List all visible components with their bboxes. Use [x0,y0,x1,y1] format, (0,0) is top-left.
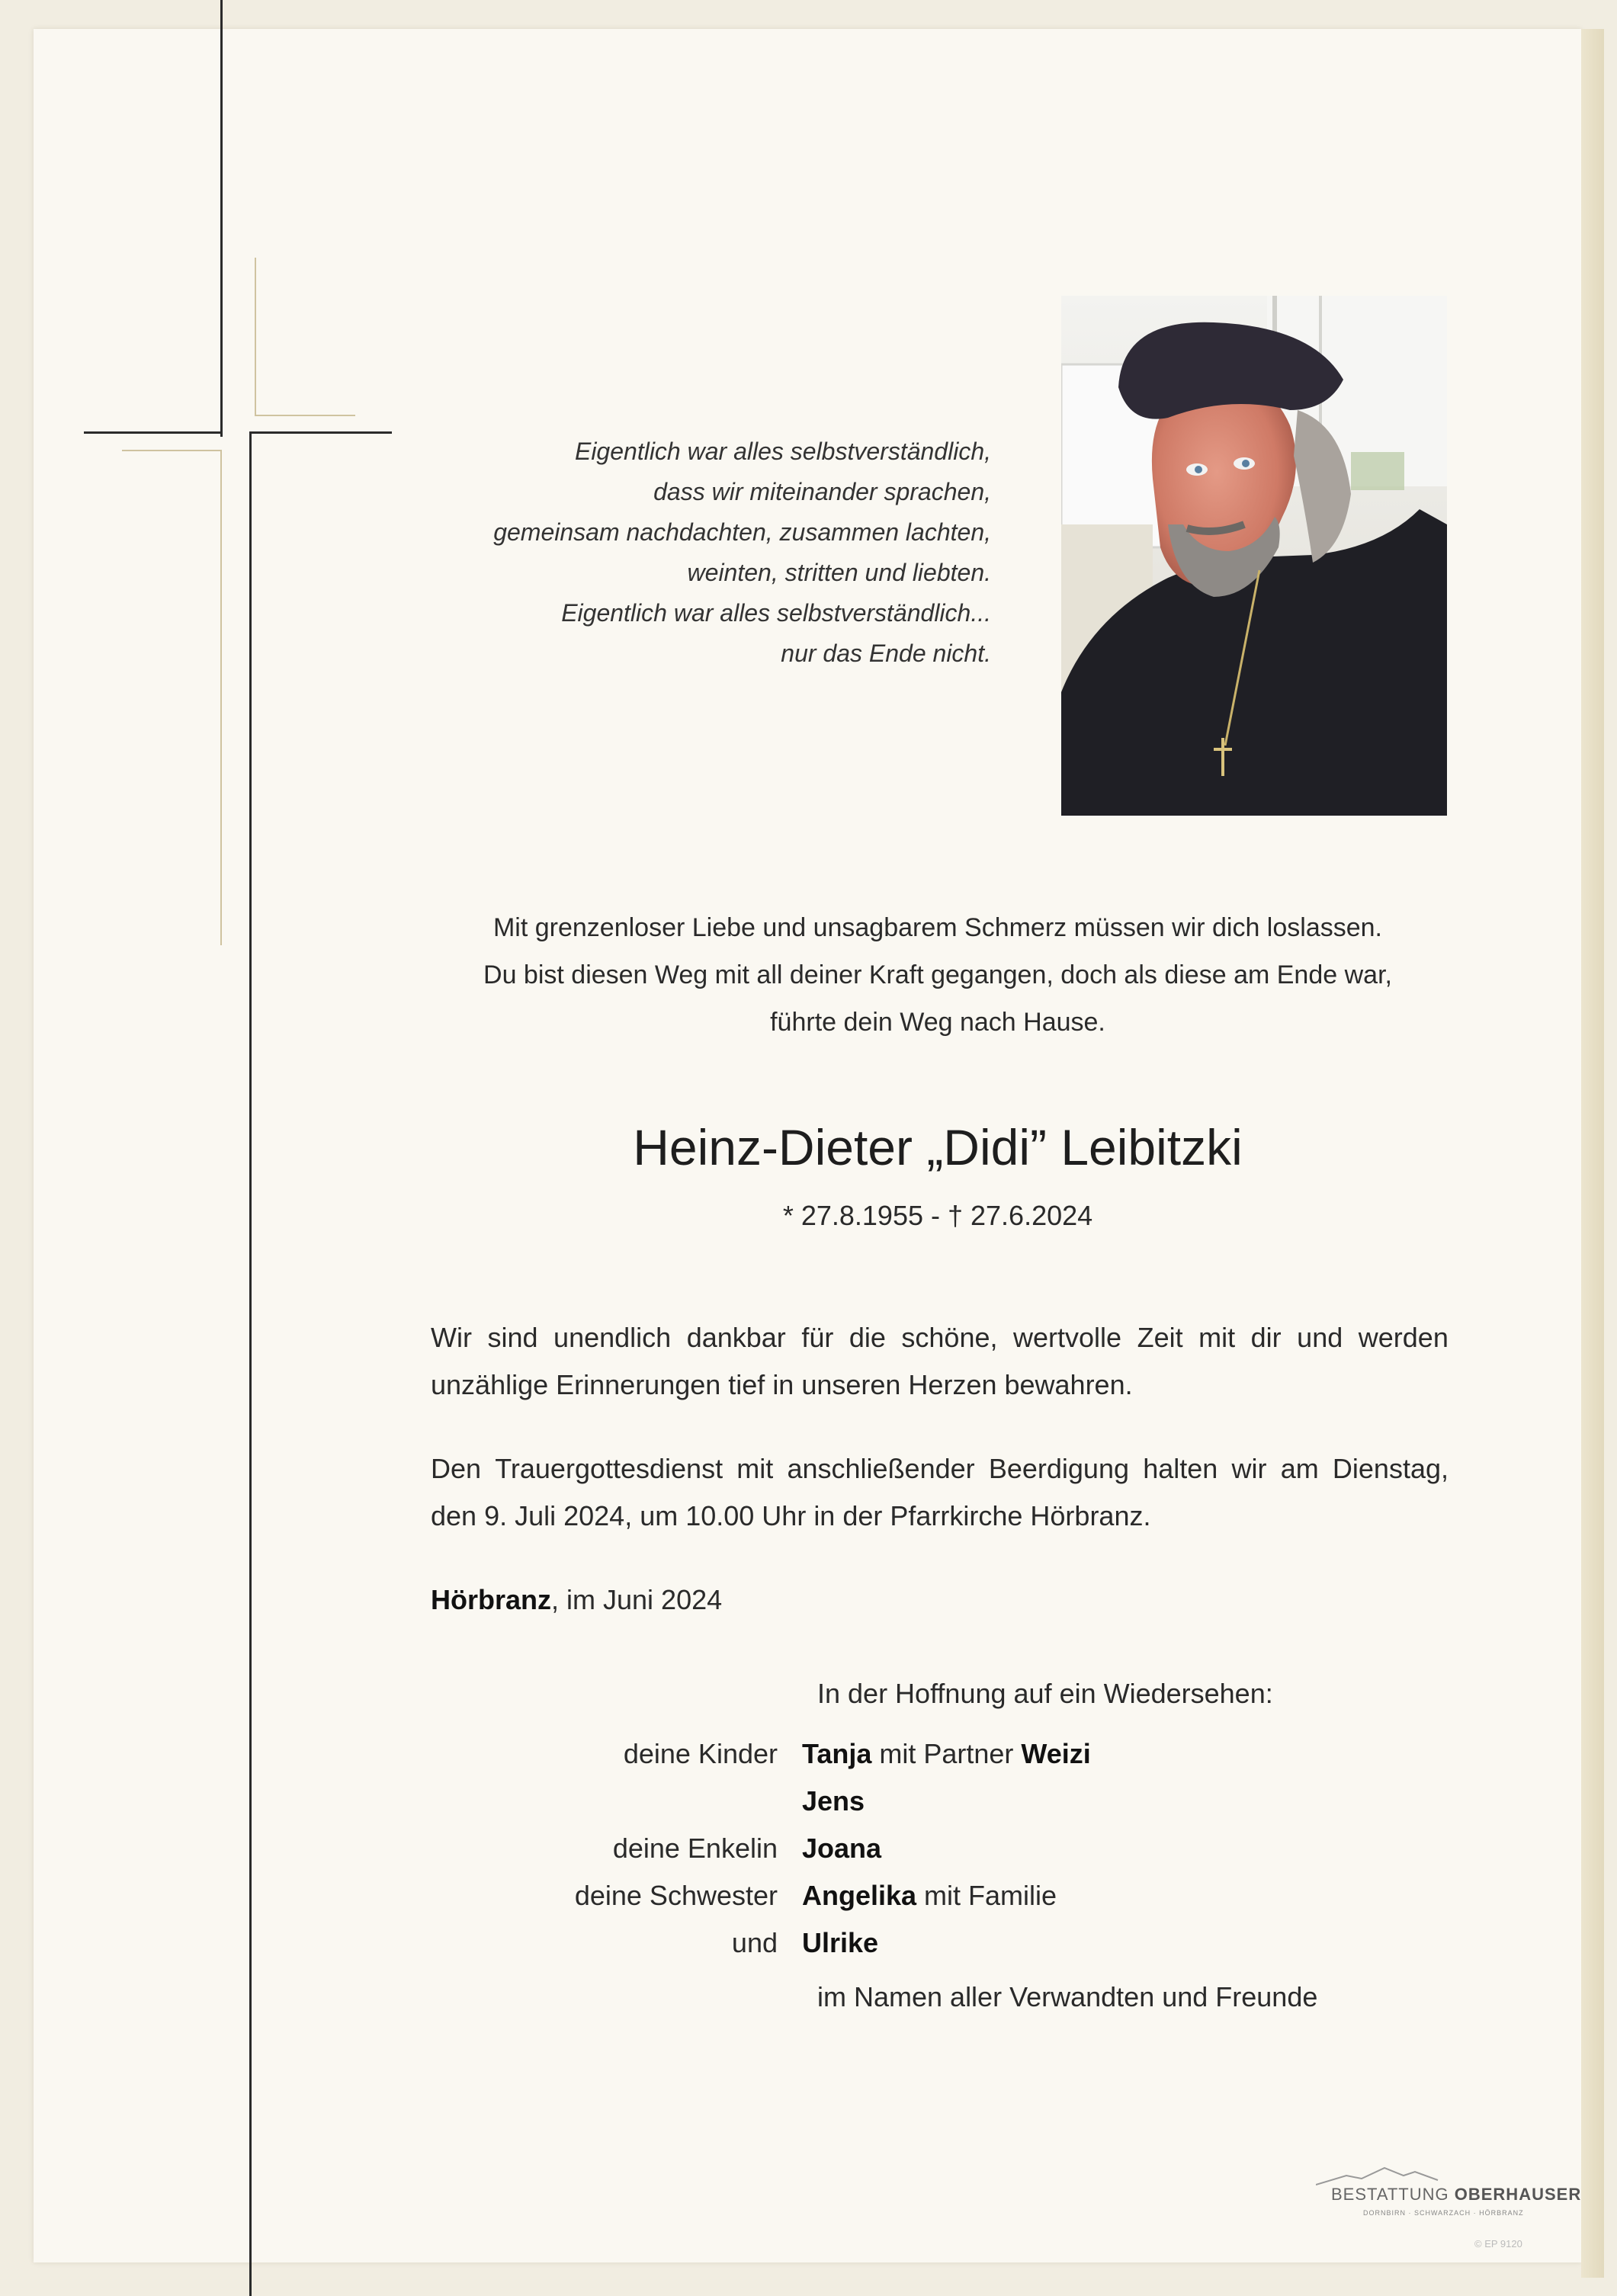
mourner-name: Weizi [1021,1738,1091,1769]
cross-line [249,431,252,2296]
service-paragraph [431,1445,1449,1540]
list-item [457,1919,1449,1967]
cross-line [220,0,223,437]
word: mit [1198,1322,1236,1353]
mourner-extra: mit Partner [871,1738,1022,1769]
intro-line: Mit grenzenloser Liebe und unsagbarem Schmerz müssen wir dich loslassen. [492,913,1382,942]
print-code: © EP 9120 [1474,2238,1522,2250]
word: Den [431,1453,482,1484]
list-item [457,1778,1449,1825]
word: wertvolle [1013,1322,1122,1353]
cross-line [255,258,256,416]
cross-line [122,450,222,451]
word: halten [1143,1453,1218,1484]
poem [427,431,991,674]
thanks-paragraph [431,1314,1449,1409]
word: Trauergottesdienst [495,1453,723,1484]
mourner-name: Ulrike [802,1927,879,1958]
word: Zeit [1137,1322,1183,1353]
service-line-1 [431,1445,1449,1493]
poem-line: Eigentlich war alles selbstverständlich... [561,599,991,627]
mourner-name: Angelika [802,1880,917,1911]
logo-text [1331,2185,1581,2205]
cross-line [220,450,222,945]
word: Beerdigung [988,1453,1129,1484]
life-dates: * 27.8.1955 - † 27.6.2024 [782,1200,1093,1231]
poem-line: gemeinsam nachdachten, zusammen lachten, [493,518,991,546]
mourner-names [793,1738,1091,1770]
mourner-names [793,1785,865,1817]
thanks-line-2: unzählige Erinnerungen tief in unseren Herzen bewahren. [431,1369,1133,1400]
poem-line: dass wir miteinander sprachen, [653,478,991,505]
portrait-image [1061,296,1447,816]
thanks-line-1 [431,1314,1449,1361]
word: dir [1250,1322,1282,1353]
deceased-name: Heinz-Dieter „Didi” Leibitzki [633,1119,1243,1175]
mourner-name: Joana [802,1833,882,1864]
word: anschließender [787,1453,975,1484]
mourner-name: Tanja [802,1738,872,1769]
word: Wir [431,1322,472,1353]
relation-label: und [731,1927,778,1958]
mourner-names [793,1927,878,1959]
poem-line: nur das Ende nicht. [781,640,991,667]
word: wir [1231,1453,1267,1484]
mourners-list [457,1730,1449,1967]
cross-line [84,431,223,434]
word: Dienstag, [1332,1453,1449,1484]
place-town: Hörbranz [431,1584,552,1615]
place-date-text: , im Juni 2024 [551,1584,723,1615]
closing-line: im Namen aller Verwandten und Freunde [817,1981,1318,2012]
cross-line [249,431,392,434]
logo-brand: OBERHAUSER [1454,2185,1582,2204]
relation-label: deine Enkelin [612,1833,778,1864]
funeral-home-logo [1308,2165,1582,2233]
hope-line: In der Hoffnung auf ein Wiedersehen: [817,1678,1273,1709]
word: mit [736,1453,774,1484]
relation-label: deine Schwester [574,1880,778,1911]
mourner-names [793,1833,881,1865]
card-edge [1581,29,1604,2278]
mourner-name: Jens [802,1785,865,1817]
list-item [457,1730,1449,1778]
word: unendlich [553,1322,672,1353]
service-line-2: den 9. Juli 2024, um 10.00 Uhr in der Pfarrkirche Hörbranz. [431,1500,1151,1531]
list-item [457,1872,1449,1919]
poem-line: weinten, stritten und liebten. [687,559,991,586]
intro-line: führte dein Weg nach Hause. [770,1008,1105,1037]
place-date [431,1576,722,1624]
list-item [457,1825,1449,1872]
word: schöne, [901,1322,998,1353]
poem-line: Eigentlich war alles selbstverständlich, [574,438,991,465]
word: dankbar [686,1322,786,1353]
word: sind [487,1322,538,1353]
word: und [1297,1322,1343,1353]
intro-line: Du bist diesen Weg mit all deiner Kraft gegangen, doch als diese am Ende war, [483,960,1392,989]
word: am [1280,1453,1319,1484]
logo-subtitle: DORNBIRN · SCHWARZACH · HÖRBRANZ [1363,2209,1524,2217]
word: für [801,1322,834,1353]
relation-label: deine Kinder [623,1738,778,1769]
mourner-extra: mit Familie [916,1880,1057,1911]
word: die [849,1322,886,1353]
portrait-photo [1061,296,1447,816]
cross-line [255,415,355,416]
intro-text [427,904,1449,1046]
mourner-names [793,1880,1057,1912]
word: werden [1358,1322,1449,1353]
logo-prefix: BESTATTUNG [1331,2185,1455,2204]
